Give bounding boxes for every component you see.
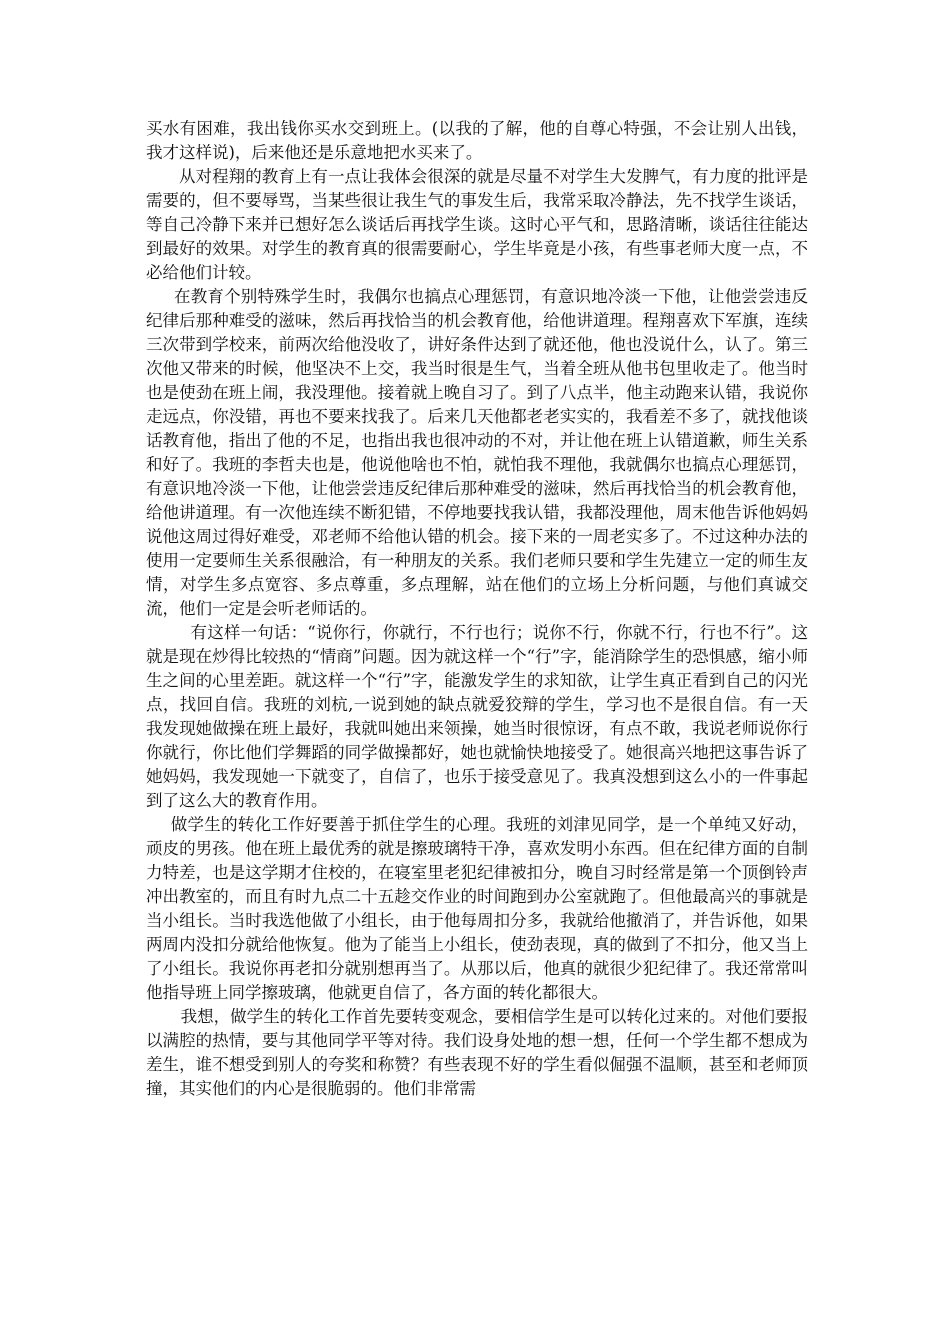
paragraph-6: 我想，做学生的转化工作首先要转变观念，要相信学生是可以转化过来的。对他们要报以满腔的热情，要与其他同学平等对待。我们设身处地的想一想，任何一个学生都不想成为差生，谁不想受到别人的夸奖和称赞？有些表现不好的学生看似倔强不温顺，甚至和老师顶撞，其实他们的内心是很脆弱的。他们非常需 — [146, 1007, 808, 1098]
paragraph-2: 从对程翔的教育上有一点让我体会很深的就是尽量不对学生大发脾气，有力度的批评是需要的，但不要辱骂，当某些很让我生气的事发生后，我常采取冷静法，先不找学生谈话，等自己冷静下来并已想好怎么谈话后再找学生谈。这时心平气和，思路清晰，谈话往往能达到最好的效果。对学生的教育真的很需要耐心，学生毕竟是小孩，有些事老师大度一点，不必给他们计较。 — [146, 167, 808, 282]
paragraph-5: 做学生的转化工作好要善于抓住学生的心理。我班的刘津见同学，是一个单纯又好动，顽皮的男孩。他在班上最优秀的就是擦玻璃特干净，喜欢发明小东西。但在纪律方面的自制力特差，也是这学期才住校的，在寝室里老犯纪律被扣分，晚自习时经常是第一个顶倒铃声冲出教室的，而且有时九点二十五趁交作业的时间跑到办公室就跑了。但他最高兴的事就是当小组长。当时我选他做了小组长，由于他每周扣分多，我就给他撤消了，并告诉他，如果两周内没扣分就给他恢复。他为了能当上小组长，使劲表现，真的做到了不扣分，他又当上了小组长。我说你再老扣分就别想再当了。从那以后，他真的就很少犯纪律了。我还常常叫他指导班上同学擦玻璃，他就更自信了，各方面的转化都很大。 — [146, 815, 808, 1002]
paragraph-1: 买水有困难，我出钱你买水交到班上。(以我的了解，他的自尊心特强，不会让别人出钱，我才这样说)，后来他还是乐意地把水买来了。 — [146, 119, 808, 162]
paragraph-4: 有这样一句话：“说你行，你就行，不行也行；说你不行，你就不行，行也不行”。这就是现在炒得比较热的“情商”问题。因为就这样一个“行”字，能消除学生的恐惧感，缩小师生之间的心里差距。就这样一个“行”字，能激发学生的求知欲，让学生真正看到自己的闪光点，找回自信。我班的刘杭,一说到她的缺点就爱狡辩的学生，学习也不是很自信。有一天我发现她做操在班上最好，我就叫她出来领操，她当时很惊讶，有点不敢，我说老师说你行你就行，你比他们学舞蹈的同学做操都好，她也就愉快地接受了。她很高兴地把这事告诉了她妈妈，我发现她一下就变了，自信了，也乐于接受意见了。我真没想到这么小的一件事起到了这么大的教育作用。 — [146, 623, 808, 810]
document-page — [146, 117, 808, 1101]
paragraph-3: 在教育个别特殊学生时，我偶尔也搞点心理惩罚，有意识地冷淡一下他，让他尝尝违反纪律后那种难受的滋味，然后再找恰当的机会教育他，给他讲道理。程翔喜欢下军旗，连续三次带到学校来，前两次给他没收了，讲好条件达到了就还他，他也没说什么，认了。第三次他又带来的时候，他坚决不上交，我当时很是生气，当着全班从他书包里收走了。他当时也是使劲在班上闹，我没理他。接着就上晚自习了。到了八点半，他主动跑来认错，我说你走远点，你没错，再也不要来找我了。后来几天他都老老实实的，我看差不多了，就找他谈话教育他，指出了他的不足，也指出我也很冲动的不对，并让他在班上认错道歉，师生关系和好了。我班的李哲夫也是，他说他啥也不怕，就怕我不理他，我就偶尔也搞点心理惩罚，有意识地冷淡一下他，让他尝尝违反纪律后那种难受的滋味，然后再找恰当的机会教育他，给他讲道理。有一次他连续不断犯错，不停地要找我认错，我都没理他，周末他告诉他妈妈说他这周过得好难受，邓老师不给他认错的机会。接下来的一周老实多了。不过这种办法的使用一定要师生关系很融洽，有一种朋友的关系。我们老师只要和学生先建立一定的师生友情，对学生多点宽容、多点尊重，多点理解，站在他们的立场上分析问题，与他们真诚交流，他们一定是会听老师话的。 — [146, 287, 808, 618]
